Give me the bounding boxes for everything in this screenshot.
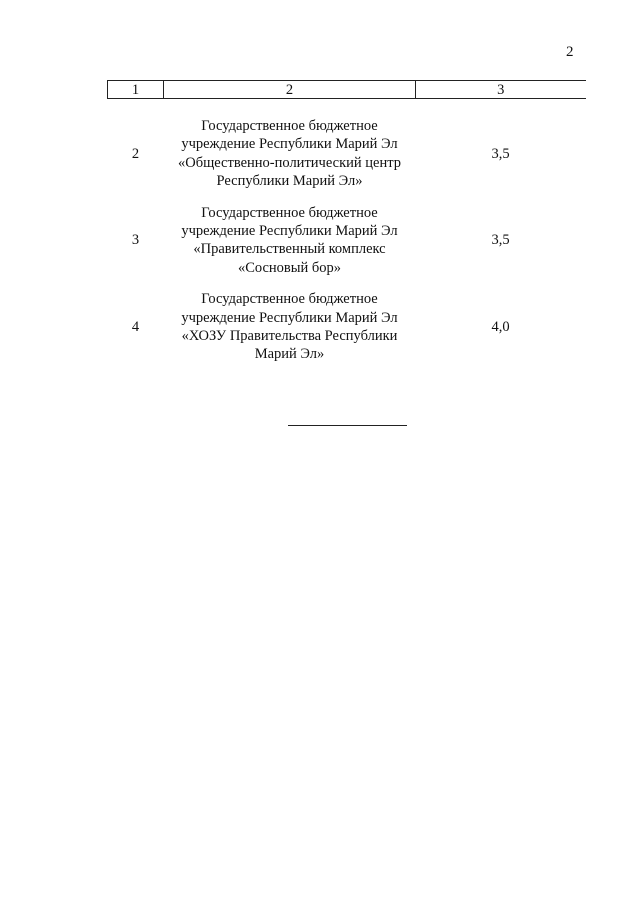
end-of-document-rule [288, 425, 407, 426]
table-row [108, 191, 586, 278]
row-value: 3,5 [491, 145, 510, 162]
row-number: 4 [131, 318, 140, 335]
table-header-row [108, 81, 586, 99]
row-value: 3,5 [491, 232, 510, 249]
table-row [108, 99, 586, 191]
institution-name: Государственное бюджетное учреждение Республики Марий Эл «ХОЗУ Правительства Республики Марий Эл» [181, 291, 398, 363]
row-number: 2 [131, 145, 140, 162]
page-number: 2 [566, 44, 574, 60]
table-row [108, 277, 586, 364]
column-header-3: 3 [416, 81, 586, 99]
row-number: 3 [131, 232, 140, 249]
allocation-table [107, 80, 586, 364]
institution-name: Государственное бюджетное учреждение Республики Марий Эл «Правительственный комплекс «Сосновый бор» [181, 204, 398, 276]
column-header-2: 2 [164, 81, 416, 99]
row-value: 4,0 [491, 318, 510, 335]
institution-name: Государственное бюджетное учреждение Республики Марий Эл «Общественно-политический центр Республики Марий Эл» [178, 118, 401, 190]
column-header-1: 1 [108, 81, 164, 99]
